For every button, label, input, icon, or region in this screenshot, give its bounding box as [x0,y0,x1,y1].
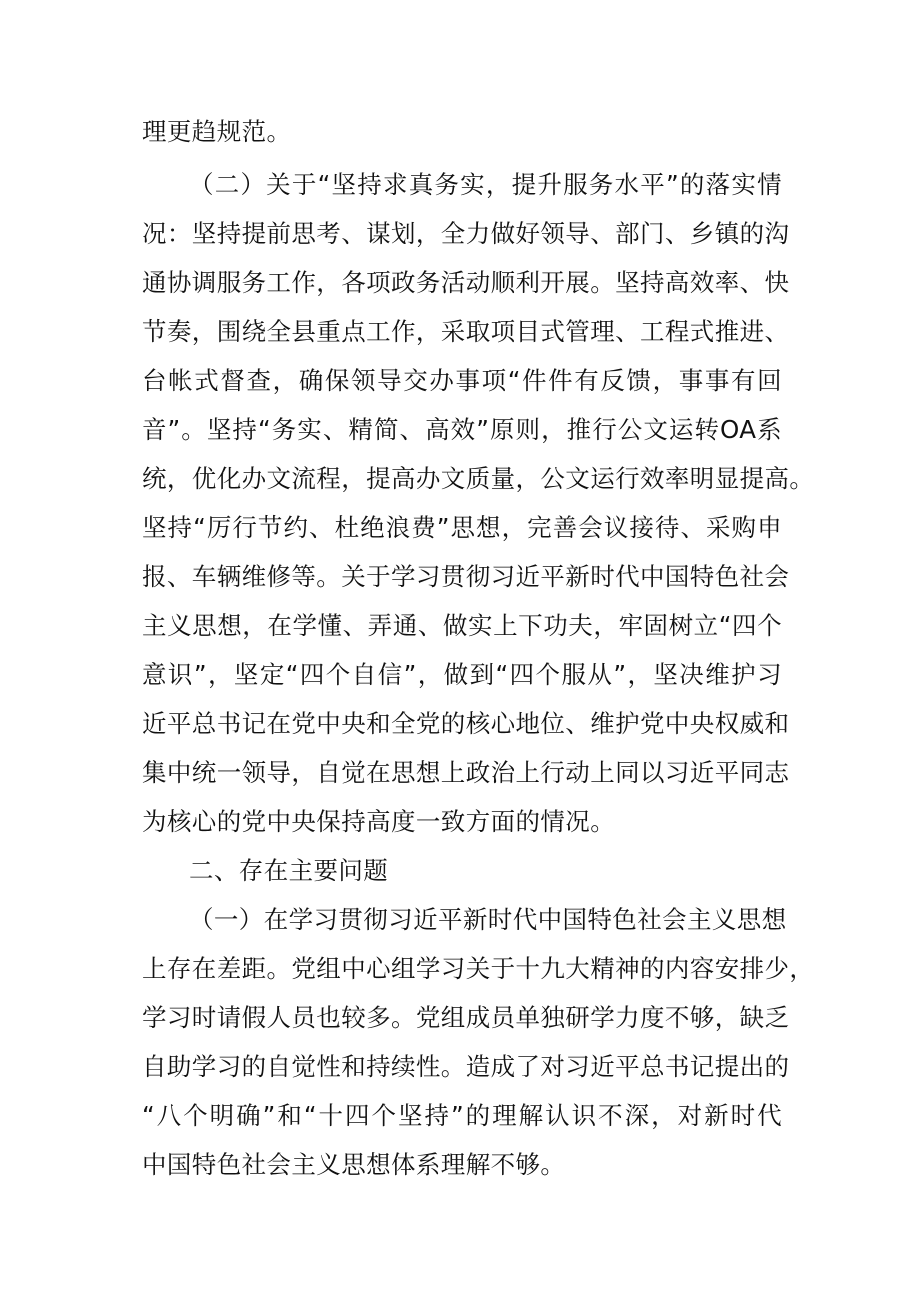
text-line: 坚持“厉行节约、杜绝浪费”思想，完善会议接待、采购申 [142,513,782,542]
text-line: 上存在差距。党组中心组学习关于十九大精神的内容安排少， [142,954,815,983]
paragraph-heading-line: （一）在学习贯彻习近平新时代中国特色社会主义思想 [189,905,787,934]
paragraph-heading-line: （二）关于“坚持求真务实，提升服务水平”的落实情 [189,170,782,199]
text-line: 通协调服务工作，各项政务活动顺利开展。坚持高效率、快 [142,268,790,297]
text-line: 主义思想，在学懂、弄通、做实上下功夫，牢固树立“四个 [142,611,782,640]
text-line: 自助学习的自觉性和持续性。造成了对习近平总书记提出的 [142,1052,790,1081]
text-line: 集中统一领导，自觉在思想上政治上行动上同以习近平同志 [142,758,790,787]
text-line: 台帐式督查，确保领导交办事项“件件有反馈，事事有回 [142,366,782,395]
text-line: “八个明确”和“十四个坚持”的理解认识不深，对新时代 [142,1101,782,1130]
text-line: 意识”，坚定“四个自信”，做到“四个服从”，坚决维护习 [142,660,782,689]
text-line: 为核心的党中央保持高度一致方面的情况。 [142,807,616,836]
text-line: 统，优化办文流程，提高办文质量，公文运行效率明显提高。 [142,464,815,493]
text-line: 报、车辆维修等。关于学习贯彻习近平新时代中国特色社会 [142,562,790,591]
text-line: 学习时请假人员也较多。党组成员单独研学力度不够，缺乏 [142,1003,790,1032]
text-line: 近平总书记在党中央和全党的核心地位、维护党中央权威和 [142,709,790,738]
text-line: 理更趋规范。 [142,117,292,146]
text-line: 音”。坚持“务实、精简、高效”原则，推行公文运转OA系 [142,415,782,444]
section-heading: 二、存在主要问题 [189,856,389,885]
text-line: 中国特色社会主义思想体系理解不够。 [142,1150,566,1179]
text-line: 况：坚持提前思考、谋划，全力做好领导、部门、乡镇的沟 [142,219,790,248]
text-line: 节奏，围绕全县重点工作，采取项目式管理、工程式推进、 [142,317,790,346]
